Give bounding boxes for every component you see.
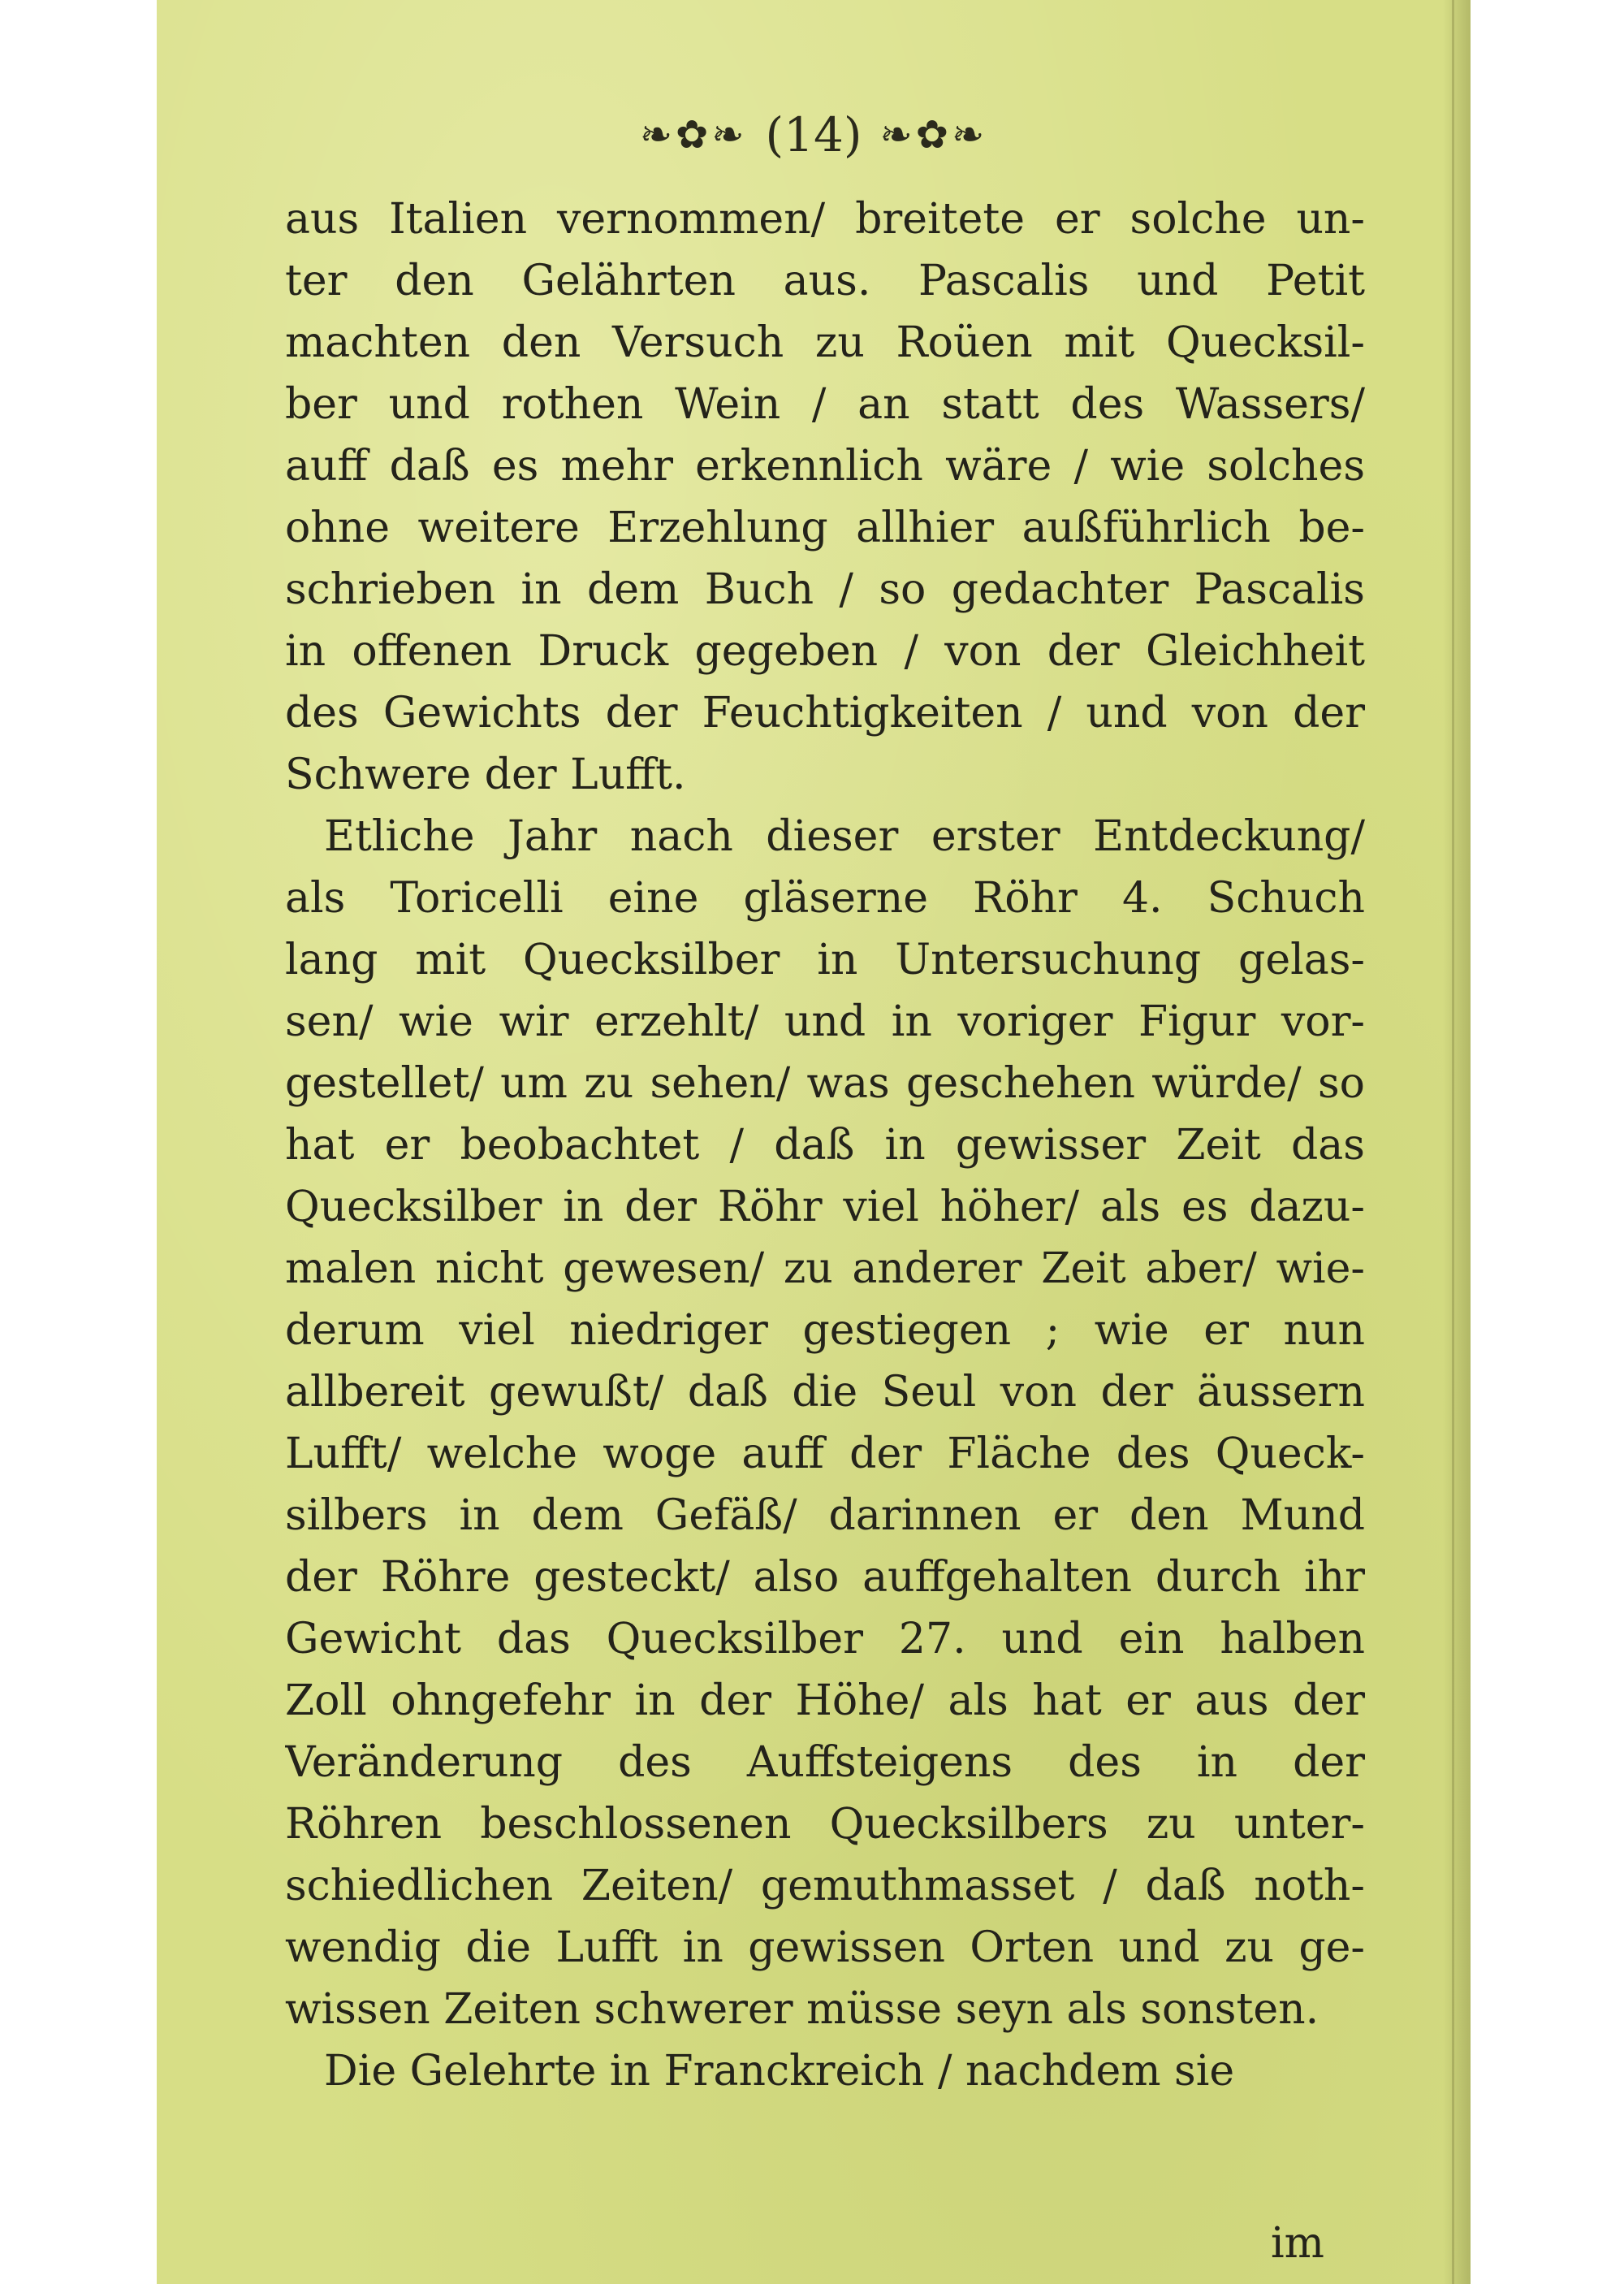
text-line: lang mit Quecksilber in Untersuchung gelas- — [285, 936, 1365, 984]
text-line: als Toricelli eine gläserne Röhr 4. Schuch — [285, 874, 1365, 923]
text-line: des Gewichts der Feuchtigkeiten / und von der — [285, 689, 1365, 738]
header-ornament-right: ❧✿❧ — [879, 112, 988, 158]
text-line: Lufft/ welche woge auff der Fläche des Queck- — [285, 1430, 1365, 1478]
text-line: in offenen Druck gegeben / von der Gleichheit — [285, 627, 1365, 676]
text-line: wissen Zeiten schwerer müsse seyn als sonsten. — [285, 1985, 1320, 2034]
page-body-text — [285, 188, 1365, 2102]
text-line: allbereit gewußt/ daß die Seul von der äussern — [285, 1368, 1365, 1417]
paragraph-start-line: Die Gelehrte in Franckreich / nachdem sie — [324, 2047, 1235, 2096]
text-line: Gewicht das Quecksilber 27. und ein halben — [285, 1615, 1365, 1663]
text-line: hat er beobachtet / daß in gewisser Zeit das — [285, 1121, 1365, 1170]
page-header — [157, 104, 1471, 166]
page-edge-shadow — [1443, 0, 1471, 2284]
text-line: ber und rothen Wein / an statt des Wassers/ — [285, 380, 1365, 429]
text-line: schrieben in dem Buch / so gedachter Pascalis — [285, 565, 1365, 614]
catchword: im — [1271, 2219, 1324, 2268]
text-line: Quecksilber in der Röhr viel höher/ als es dazu- — [285, 1183, 1365, 1231]
text-line: schiedlichen Zeiten/ gemuthmasset / daß noth- — [285, 1862, 1365, 1910]
text-line: ter den Gelährten aus. Pascalis und Petit — [285, 257, 1365, 305]
text-line: machten den Versuch zu Roüen mit Quecksil- — [285, 318, 1365, 367]
text-line: Veränderung des Auffsteigens des in der — [285, 1738, 1365, 1787]
text-line: silbers in dem Gefäß/ darinnen er den Mund — [285, 1491, 1365, 1540]
text-line: wendig die Lufft in gewissen Orten und zu ge- — [285, 1923, 1365, 1972]
text-line: aus Italien vernommen/ breitete er solche un- — [285, 195, 1365, 244]
text-line: ohne weitere Erzehlung allhier außführlich be- — [285, 504, 1365, 552]
text-line: der Röhre gesteckt/ also auffgehalten durch ihr — [285, 1553, 1365, 1602]
text-line: malen nicht gewesen/ zu anderer Zeit aber/ wie- — [285, 1244, 1365, 1293]
header-ornament-left: ❧✿❧ — [639, 112, 748, 158]
text-line: auff daß es mehr erkennlich wäre / wie solches — [285, 442, 1365, 491]
page-crease — [1452, 0, 1454, 2284]
paragraph-start-line: Etliche Jahr nach dieser erster Entdeckung/ — [324, 812, 1365, 861]
text-line: Schwere der Lufft. — [285, 751, 686, 799]
text-line: Röhren beschlossenen Quecksilbers zu unter- — [285, 1800, 1365, 1849]
text-line: Zoll ohngefehr in der Höhe/ als hat er aus der — [285, 1676, 1365, 1725]
book-page — [157, 0, 1471, 2284]
text-line: gestellet/ um zu sehen/ was geschehen würde/ so — [285, 1059, 1365, 1108]
text-line: derum viel niedriger gestiegen ; wie er nun — [285, 1306, 1365, 1355]
page-number: (14) — [765, 107, 862, 162]
text-line: sen/ wie wir erzehlt/ und in voriger Figur vor- — [285, 997, 1365, 1046]
